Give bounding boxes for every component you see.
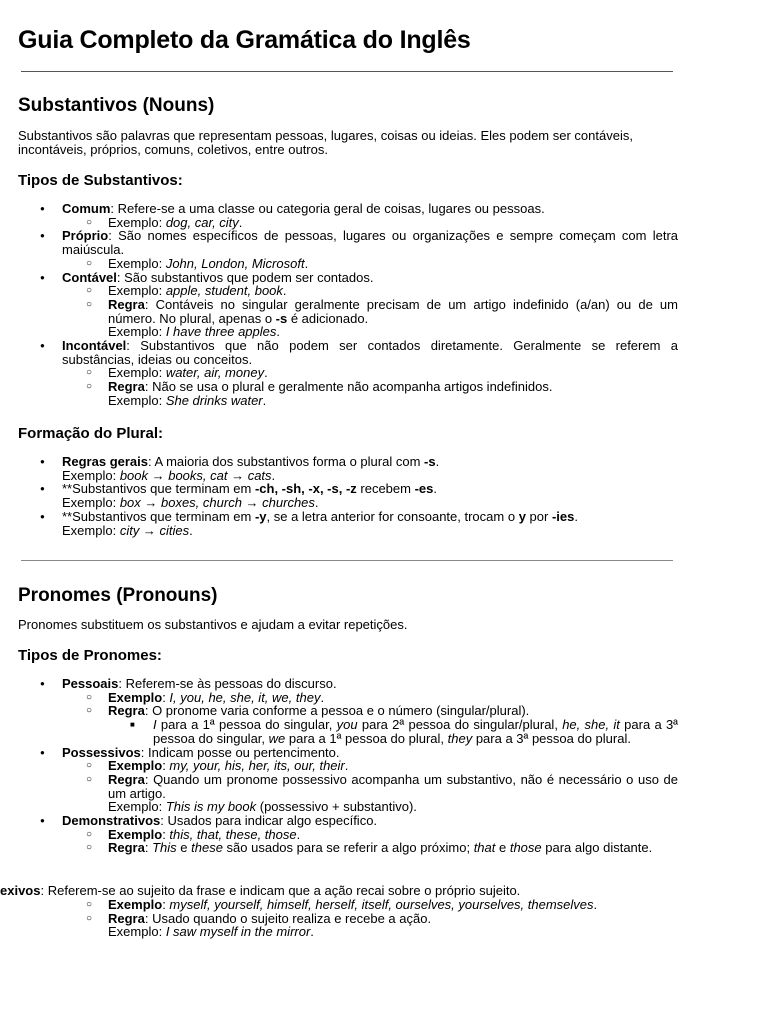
list-item: ● **Substantivos que terminam em -y, se a letra anterior for consoante, trocam o y por -ies. Exemplo: city → cities. (18, 510, 678, 537)
nouns-heading: Substantivos (Nouns) (18, 95, 215, 116)
list-item: ○ Exemplo: apple, student, book. (62, 284, 678, 298)
list-item: ○ Regra: Contáveis no singular geralmente precisam de um artigo indefinido (a/an) ou de um número. No plural, apenas o -s é adicionado. Exemplo: I have three apples. (62, 298, 678, 339)
list-item: ● Pessoais: Referem-se às pessoas do discurso. ○ Exemplo: I, you, he, she, it, we, they. ○ Regra: O pronome varia conforme a pessoa e o número (singular/plural). ■ I para a 1ª pessoa do singular, you para 2ª pessoa do singular/plural, he, she, it para a 3ª pessoa do singular, we para a 1ª pessoa do plural, they para a 3ª pessoa do plural. (18, 677, 678, 746)
pronoun-types-list (18, 677, 678, 855)
list-item: ● **Substantivos que terminam em -ch, -sh, -x, -s, -z recebem -es. Exemplo: box → boxes, church → churches. (18, 482, 678, 509)
list-item: ○ Regra: Não se usa o plural e geralmente não acompanha artigos indefinidos. Exemplo: She drinks water. (62, 380, 678, 407)
list-item: ● Regras gerais: A maioria dos substantivos forma o plural com -s. Exemplo: book → books, cat → cats. (18, 455, 678, 482)
list-item: ○ Exemplo: this, that, these, those. (62, 828, 678, 842)
list-item: ■ I para a 1ª pessoa do singular, you para 2ª pessoa do singular/plural, he, she, it para a 3ª pessoa do singular, we para a 1ª pessoa do plural, they para a 3ª pessoa do plural. (108, 718, 678, 745)
noun-types-heading: Tipos de Substantivos: (18, 172, 183, 189)
list-item: ○ Regra: Quando um pronome possessivo acompanha um substantivo, não é necessário o uso de um artigo. Exemplo: This is my book (possessivo + substantivo). (62, 773, 678, 814)
list-item: ○ Exemplo: my, your, his, her, its, our, their. (62, 759, 678, 773)
list-item: ● Incontável: Substantivos que não podem ser contados diretamente. Geralmente se referem a substâncias, ideias ou conceitos. ○ Exemplo: water, air, money. ○ Regra: Não se usa o plural e geralmente não acompanha artigos indefinidos. Exemplo: She drinks water. (18, 339, 678, 408)
plural-heading: Formação do Plural: (18, 425, 164, 442)
page-title: Guia Completo da Gramática do Inglês (18, 26, 471, 54)
section-divider (21, 560, 673, 561)
pronouns-intro: Pronomes substituem os substantivos e ajudam a evitar repetições. (18, 617, 408, 632)
plural-rules-list (18, 455, 678, 537)
pronoun-types-heading: Tipos de Pronomes: (18, 647, 162, 664)
list-item: exivos: Referem-se ao sujeito da frase e indicam que a ação recai sobre o próprio sujeito. (0, 883, 521, 898)
list-item: ● Demonstrativos: Usados para indicar algo específico. ○ Exemplo: this, that, these, those. ○ Regra: This e these são usados para se referir a algo próximo; that e those para algo distante. (18, 814, 678, 855)
list-item: ● Possessivos: Indicam posse ou pertencimento. ○ Exemplo: my, your, his, her, its, our, their. ○ Regra: Quando um pronome possessivo acompanha um substantivo, não é necessário o uso de um artigo. Exemplo: This is my book (possessivo + substantivo). (18, 746, 678, 815)
list-item: ○ Exemplo: water, air, money. (62, 366, 678, 380)
list-item: ○ Exemplo: John, London, Microsoft. (62, 257, 678, 271)
list-item: ○ Regra: This e these são usados para se referir a algo próximo; that e those para algo distante. (62, 841, 678, 855)
list-item: ○ Exemplo: dog, car, city. (62, 216, 678, 230)
list-item: ○ Regra: Usado quando o sujeito realiza e recebe a ação. Exemplo: I saw myself in the mirror. (62, 912, 678, 939)
list-item: ● Comum: Refere-se a uma classe ou categoria geral de coisas, lugares ou pessoas. ○ Exemplo: dog, car, city. (18, 202, 678, 229)
list-item: ● Contável: São substantivos que podem ser contados. ○ Exemplo: apple, student, book. ○ Regra: Contáveis no singular geralmente precisam de um artigo indefinido (a/an) ou de um número. No plural, apenas o -s é adicionado. Exemplo: I have three apples. (18, 271, 678, 340)
list-item: ○ Exemplo: I, you, he, she, it, we, they. (62, 691, 678, 705)
pronouns-heading: Pronomes (Pronouns) (18, 585, 218, 606)
list-item: ○ Exemplo: myself, yourself, himself, herself, itself, ourselves, yourselves, themselves. (62, 898, 678, 912)
list-item: ○ Regra: O pronome varia conforme a pessoa e o número (singular/plural). ■ I para a 1ª pessoa do singular, you para 2ª pessoa do singular/plural, he, she, it para a 3ª pessoa do singular, we para a 1ª pessoa do plural, they para a 3ª pessoa do plural. (62, 704, 678, 745)
list-item: ● Próprio: São nomes específicos de pessoas, lugares ou organizações e sempre começam com letra maiúscula. ○ Exemplo: John, London, Microsoft. (18, 229, 678, 270)
nouns-intro: Substantivos são palavras que representam pessoas, lugares, coisas ou ideias. Eles podem ser contáveis, incontáveis, próprios, comuns, coletivos, entre outros. (18, 128, 633, 157)
title-divider (21, 71, 673, 72)
noun-types-list (18, 202, 678, 408)
